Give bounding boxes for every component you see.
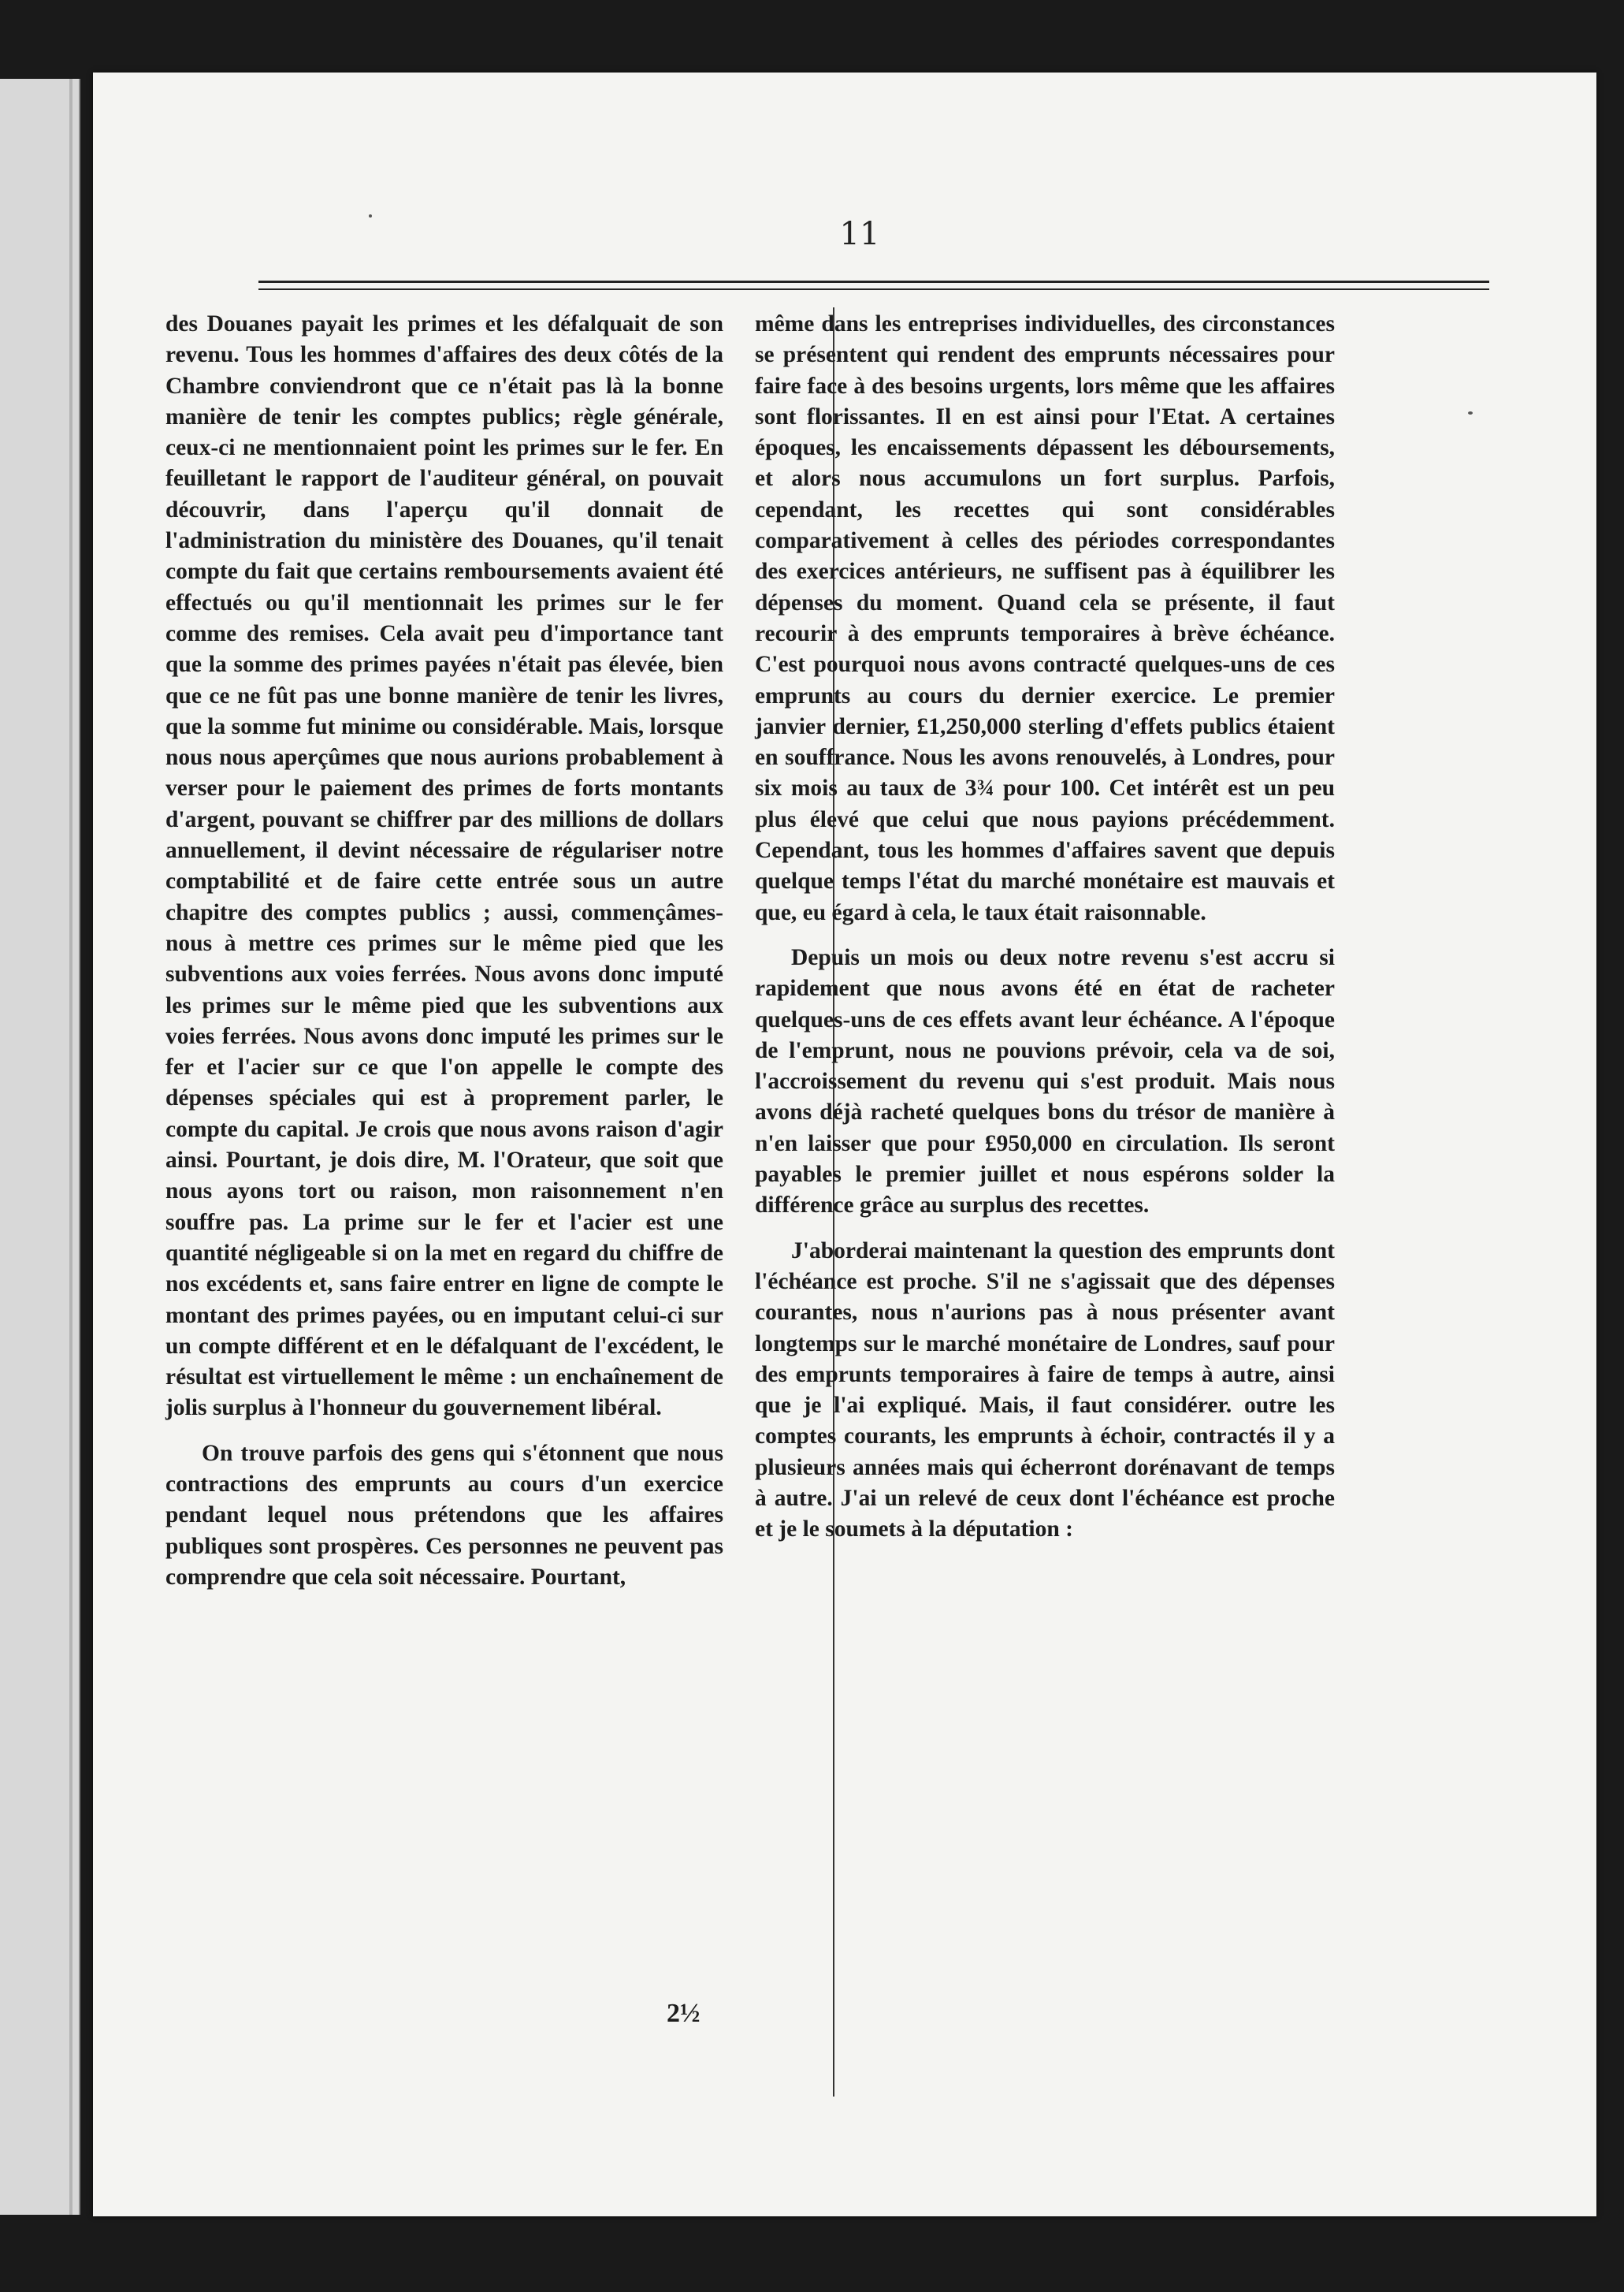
right-paragraph-2: Depuis un mois ou deux notre revenu s'est accru si rapidement que nous avons été en état de racheter quelques-uns de ces effets avant leur échéance. A l'époque de l'emprunt, nous ne pouvions prévoir, cela va de soi, l'accroissement du revenu qui s'est produit. Mais nous avons déjà racheté quelques bons du trésor de manière à n'en laisser que pour £950,000 en circulation. Ils seront payables le premier juillet et nous espérons solder la différence grâce au surplus des recettes.: [755, 944, 1335, 1219]
header-rule-bottom: [258, 288, 1489, 290]
page-number: 11: [839, 216, 880, 252]
print-speck: [1468, 411, 1473, 415]
print-speck: [369, 214, 372, 218]
left-column: [165, 309, 723, 1593]
right-column: [755, 309, 1335, 1546]
left-paragraph-2: On trouve parfois des gens qui s'étonnent que nous contractions des emprunts au cours d'un exercice pendant lequel nous prétendons que les affaires publiques sont prospères. Ces personnes ne peuvent pas comprendre que cela soit nécessaire. Pourtant,: [165, 1440, 723, 1590]
previous-page-edge: [0, 79, 80, 2215]
printer-signature-mark: 2½: [667, 1999, 701, 2028]
right-paragraph-3: J'aborderai maintenant la question des emprunts dont l'échéance est proche. S'il ne s'agissait que des dépenses courantes, nous n'aurions pas à nous présenter avant longtemps sur le marché monétaire de Londres, sauf pour des emprunts temporaires à faire de temps à autre, ainsi que je l'ai expliqué. Mais, il faut considérer. outre les comptes courants, les emprunts à échoir, contractés il y a plusieurs années mais qui écherront dorénavant de temps à autre. J'ai un relevé de ceux dont l'échéance est proche et je le soumets à la députation :: [755, 1237, 1335, 1542]
left-paragraph-1: des Douanes payait les primes et les défalquait de son revenu. Tous les hommes d'affaires des deux côtés de la Chambre conviendront que ce n'était pas là la bonne manière de tenir les comptes publics; règle générale, ceux-ci ne mentionnaient point les primes sur le fer. En feuilletant le rapport de l'auditeur général, on pouvait découvrir, dans l'aperçu qu'il donnait de l'administration du ministère des Douanes, qu'il tenait compte du fait que certains remboursements avaient été effectués ou qu'il mentionnait les primes sur le fer comme des remises. Cela avait peu d'importance tant que la somme des primes payées n'était pas élevée, bien que ce ne fût pas une bonne manière de tenir les livres, que la somme fut minime ou considérable. Mais, lorsque nous nous aperçûmes que nous aurions probablement à verser pour le paiement des primes de forts montants d'argent, pouvant se chiffrer par des millions de dollars annuellement, il devint nécessaire de régulariser notre comptabilité et de faire cette entrée sous un autre chapitre des comptes publics ; aussi, commençâmes-nous à mettre ces primes sur le même pied que les subventions aux voies ferrées. Nous avons donc imputé les primes sur le même pied que les subventions aux voies ferrées. Nous avons donc imputé les primes sur le fer et l'acier sur ce que l'on appelle le compte des dépenses spéciales qui est à proprement parler, le compte du capital. Je crois que nous avons raison d'agir ainsi. Pourtant, je dois dire, M. l'Orateur, que soit que nous ayons tort ou raison, mon raisonnement n'en souffre pas. La prime sur le fer et l'acier est une quantité négligeable si on la met en regard du chiffre de nos excédents et, sans faire entrer en ligne de compte le montant des primes payées, ou en imputant celui-ci sur un compte différent et en le défalquant de l'excédent, le résultat est virtuellement le même : un enchaînement de jolis surplus à l'honneur du gouvernement libéral.: [165, 311, 723, 1421]
right-paragraph-1: même dans les entreprises individuelles, des circonstances se présentent qui rendent des emprunts nécessaires pour faire face à des besoins urgents, lors même que les affaires sont florissantes. Il en est ainsi pour l'Etat. A certaines époques, les encaissements dépassent les déboursements, et alors nous accumulons un fort surplus. Parfois, cependant, les recettes qui sont considérables comparativement à celles des périodes correspondantes des exercices antérieurs, ne suffisent pas à équilibrer les dépenses du moment. Quand cela se présente, il faut recourir à des emprunts temporaires à brève échéance. C'est pourquoi nous avons contracté quelques-uns de ces emprunts au cours du dernier exercice. Le premier janvier dernier, £1,250,000 sterling d'effets publics étaient en souffrance. Nous les avons renouvelés, à Londres, pour six mois au taux de 3¾ pour 100. Cet intérêt est un peu plus élevé que celui que nous payions précédemment. Cependant, tous les hommes d'affaires savent que depuis quelque temps l'état du marché monétaire est mauvais et que, eu égard à cela, le taux était raisonnable.: [755, 311, 1335, 925]
header-rule-top: [258, 281, 1489, 283]
